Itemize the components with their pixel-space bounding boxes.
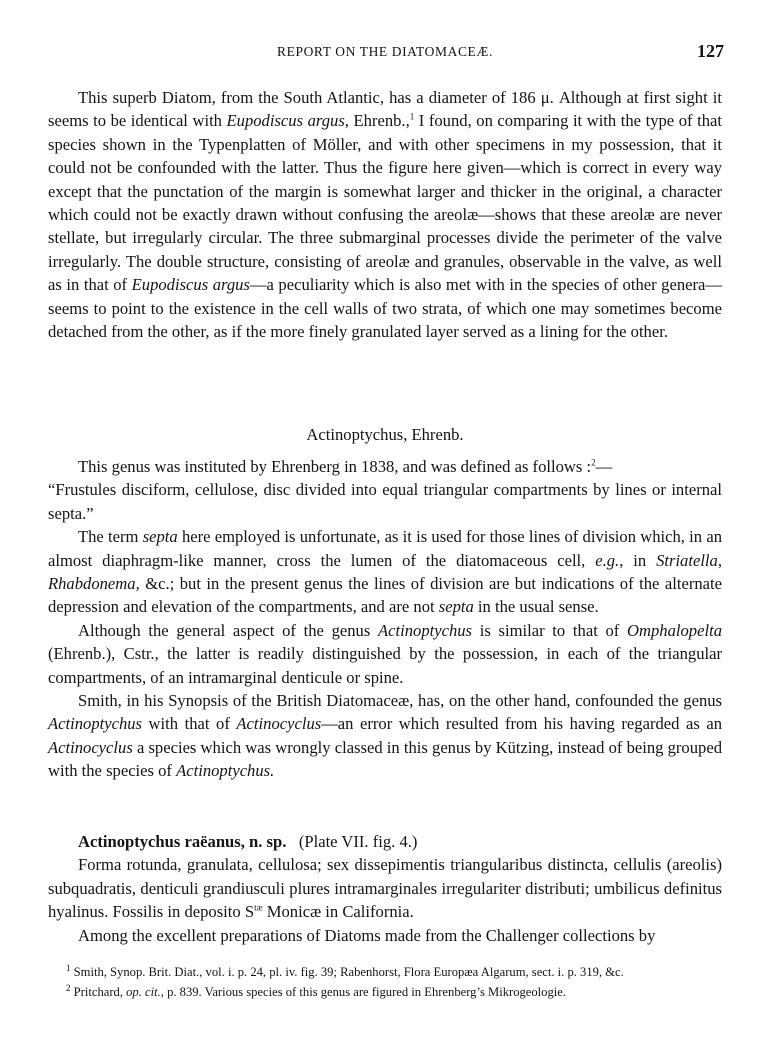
footnote-marker: 1 bbox=[409, 111, 415, 122]
paragraph-eupodiscus-description bbox=[48, 86, 722, 343]
text-run: —a peculiarity which is also met with in the species of other genera—seems to point to the existence in the cell walls of two strata, of which one may sometimes become detached from the other, as if the more finely granulated layer served as a lining for the other. bbox=[48, 275, 722, 342]
paragraph-challenger-preparations: Among the excellent preparations of Diatoms made from the Challenger collections by bbox=[78, 925, 656, 945]
footnote-text: , p. 839. Various species of this genus are figured in Ehrenberg’s Mikrogeologie. bbox=[160, 985, 567, 999]
text-run: This genus was instituted by Ehrenberg in 1838, and was defined as follows : bbox=[78, 457, 592, 476]
text-run: The term bbox=[78, 527, 143, 547]
text-run: This superb Diatom, from the South Atlantic, has a diameter of 186 μ. Although at first sight it seems to be identical with bbox=[48, 88, 722, 131]
text-run: — bbox=[595, 457, 613, 476]
footnote-marker: 2 bbox=[66, 982, 71, 993]
text-run: a species which was wrongly classed in this genus by Kützing, instead of being grouped with the species of bbox=[48, 737, 722, 781]
text-run: —an error which resulted from his having regarded as an bbox=[321, 714, 723, 734]
abbreviation: e.g. bbox=[595, 550, 620, 570]
text-run: with that of bbox=[142, 714, 237, 734]
footnotes bbox=[48, 962, 722, 1002]
paragraph-omphalopelta bbox=[48, 619, 722, 689]
text-run: in the usual sense. bbox=[473, 597, 599, 617]
footnote-marker: 1 bbox=[66, 962, 71, 973]
taxon-name: Actinoptychus bbox=[48, 714, 143, 734]
abbreviation-superscript: tæ bbox=[254, 902, 263, 913]
footnote-2 bbox=[48, 982, 722, 1002]
citation-abbreviation: op. cit. bbox=[126, 985, 161, 999]
footnote-marker: 2 bbox=[591, 457, 596, 468]
text-run: , in bbox=[619, 550, 657, 570]
body-text-bottom bbox=[48, 830, 722, 947]
taxon-name: Eupodiscus argus bbox=[131, 275, 250, 295]
taxon-name: Striatella, Rhabdonema, bbox=[48, 550, 722, 594]
taxon-name: Eupodiscus argus bbox=[226, 111, 345, 131]
text-run: Although the general aspect of the genus bbox=[78, 620, 379, 640]
taxon-name: Actinoptychus. bbox=[176, 761, 275, 781]
text-run: here employed is unfortunate, as it is used for those lines of division which, in an almost diaphragm-like manner, cross the lumen of the diatomaceous cell, bbox=[48, 527, 722, 570]
footnote-1 bbox=[48, 962, 722, 982]
section-heading: Actinoptychus, Ehrenb. bbox=[306, 425, 464, 444]
term: septa bbox=[438, 597, 474, 617]
footnote-text: Smith, Synop. Brit. Diat., vol. i. p. 24, pl. iv. fig. 39; Rabenhorst, Flora Europæa Algarum, sect. i. p. 319, &c. bbox=[73, 965, 624, 979]
page-number: 127 bbox=[697, 41, 724, 61]
text-run: , Ehrenb., bbox=[344, 111, 410, 131]
text-run: &c.; but in the present genus the lines of division are but indications of the alternate depression and elevation of the compartments, and are not bbox=[48, 574, 722, 617]
plate-reference: (Plate VII. fig. 4.) bbox=[298, 832, 418, 851]
text-run: (Ehrenb.), Cstr., the latter is readily distinguished by the possession, in each of the triangular compartments, of an intramarginal denticule or spine. bbox=[48, 644, 722, 687]
text-run: I found, on comparing it with the type of that species shown in the Typenplatten of Möller, and with other specimens in my possession, that it could not be confounded with the latter. Thus the figure here given—which is correct in every way except that the punctation of the margin is somewhat larger and thicker in the original, a character which could not be exactly drawn without confusing the areolæ—shows that these areolæ are never stellate, but irregularly circular. The three submarginal processes divide the perimeter of the valve irregularly. The double structure, consisting of areolæ and granules, observable in the valve, as well as in that of bbox=[48, 111, 722, 295]
taxon-name: Actinocyclus bbox=[48, 737, 133, 757]
term: septa bbox=[142, 527, 178, 547]
species-name: Actinoptychus raëanus, n. sp. bbox=[78, 832, 287, 851]
species-heading bbox=[48, 830, 722, 853]
footnote-text: Pritchard, bbox=[73, 985, 127, 999]
taxon-name: Omphalopelta bbox=[627, 620, 722, 640]
taxon-name: Actinocyclus bbox=[236, 714, 322, 734]
text-run: Monicæ in California. bbox=[262, 902, 414, 922]
running-header bbox=[46, 41, 724, 66]
text-run: is similar to that of bbox=[472, 620, 628, 640]
body-text-middle bbox=[48, 455, 722, 783]
text-run: Smith, in his Synopsis of the British Diatomaceæ, has, on the other hand, confounded the genus bbox=[78, 691, 722, 711]
running-title: REPORT ON THE DIATOMACEÆ. bbox=[277, 44, 493, 59]
text-run: Forma rotunda, granulata, cellulosa; sex dissepimentis triangularibus distincta, cellulis (areolis) subquadratis, denticuli grandiusculi plures intramarginales irregulariter distributi; umbilicus definitus hyalinus. Fossilis in deposito S bbox=[48, 855, 722, 922]
genus-definition-quote: “Frustules disciform, cellulose, disc divided into equal triangular compartments by lines or internal septa.” bbox=[48, 480, 722, 523]
paragraph-smith-synopsis bbox=[48, 689, 722, 783]
taxon-name: Actinoptychus bbox=[378, 620, 473, 640]
paragraph-septa-term bbox=[48, 525, 722, 619]
body-text-top bbox=[48, 86, 722, 343]
paragraph-genus-definition bbox=[48, 455, 722, 478]
species-latin-description bbox=[48, 853, 722, 923]
